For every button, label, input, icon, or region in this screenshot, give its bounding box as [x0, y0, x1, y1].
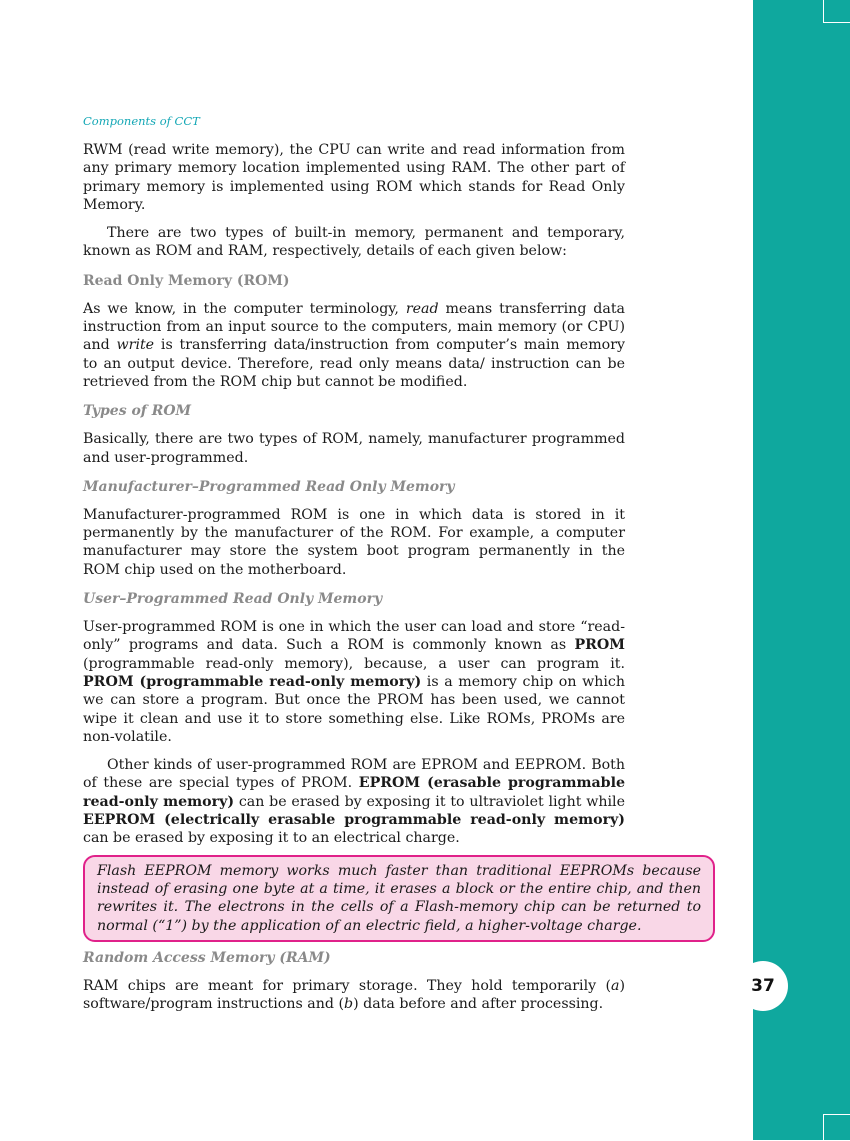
text-span: Other kinds of user-programmed ROM are EPROM and EEPROM. Both of these are special types of PROM. — [83, 757, 625, 792]
text-span: RAM chips are meant for primary storage. They hold temporarily ( — [83, 977, 611, 994]
crop-mark-top — [823, 0, 850, 23]
page-content — [83, 114, 701, 1013]
text-span: can be erased by exposing it to an electrical charge. — [83, 830, 460, 847]
bold-prom-full: PROM (programmable read-only memory) — [83, 673, 422, 690]
text-span: is transferring data/instruction from computer’s main memory to an output device. Therefore, read only means data/ instruction can be retrieved from the ROM chip but cannot be modified. — [83, 337, 625, 390]
page-number: 37 — [738, 961, 788, 1011]
emphasis-b: b — [343, 996, 354, 1013]
paragraph-rwm: RWM (read write memory), the CPU can write and read information from any primary memory location implemented using RAM. The other part of primary memory is implemented using ROM which stands for Read Only Memory. — [83, 142, 625, 213]
text-span: ) software/program instructions and ( — [83, 977, 625, 1013]
paragraph-rom-definition — [83, 300, 625, 391]
paragraph-user-programmed — [83, 618, 625, 746]
bold-prom: PROM — [574, 637, 625, 654]
note-text: Flash EEPROM memory works much faster than traditional EEPROMs because instead of erasing one byte at a time, it erases a block or the entire chip, and then rewrites it. The electrons in the cells of a Flash-memory chip can be returned to normal (“1”) by the application of an electric field, a higher-voltage charge. — [97, 862, 701, 934]
bold-eprom: EPROM (erasable programmable read-only memory) — [83, 775, 626, 810]
bold-eeprom: EEPROM (electrically erasable programmable read-only memory) — [83, 812, 625, 829]
heading-ram: Random Access Memory (RAM) — [83, 949, 331, 966]
text-span: (programmable read-only memory), because, a user can program it. — [83, 655, 625, 672]
heading-manufacturer-programmed: Manufacturer–Programmed Read Only Memory — [83, 478, 455, 495]
heading-rom: Read Only Memory (ROM) — [83, 272, 290, 289]
flash-eeprom-note-box — [83, 855, 715, 942]
text-span: means transferring data instruction from an input source to the computers, main memory (or CPU) and — [83, 300, 625, 354]
text-span: is a memory chip on which we can store a program. But once the PROM has been used, we cannot wipe it clean and use it to store something else. Like ROMs, PROMs are non-volatile. — [83, 673, 625, 745]
text-span: User-programmed ROM is one in which the user can load and store “read-only” programs and data. Such a ROM is commonly known as — [83, 619, 625, 654]
heading-types-of-rom: Types of ROM — [83, 403, 192, 420]
emphasis-a: a — [610, 977, 620, 994]
emphasis-read: read — [405, 300, 439, 317]
paragraph-eprom-eeprom — [83, 756, 625, 847]
running-head: Components of CCT — [83, 114, 200, 128]
text-span: ) data before and after processing. — [353, 996, 604, 1013]
text-span: can be erased by exposing it to ultraviolet light while — [234, 793, 625, 810]
heading-user-programmed: User–Programmed Read Only Memory — [83, 591, 383, 608]
crop-mark-bottom — [823, 1114, 850, 1141]
paragraph-manufacturer-programmed: Manufacturer-programmed ROM is one in which data is stored in it permanently by the manufacturer of the ROM. For example, a computer manufacturer may store the system boot program permanently in the ROM chip used on the motherboard. — [83, 506, 625, 578]
emphasis-write: write — [116, 337, 155, 354]
text-span: As we know, in the computer terminology, — [83, 300, 406, 317]
paragraph-ram — [83, 977, 625, 1014]
paragraph-builtin-memory: There are two types of built-in memory, permanent and temporary, known as ROM and RAM, respectively, details of each given below: — [83, 225, 625, 260]
paragraph-types-of-rom: Basically, there are two types of ROM, namely, manufacturer programmed and user-programmed. — [83, 431, 625, 466]
